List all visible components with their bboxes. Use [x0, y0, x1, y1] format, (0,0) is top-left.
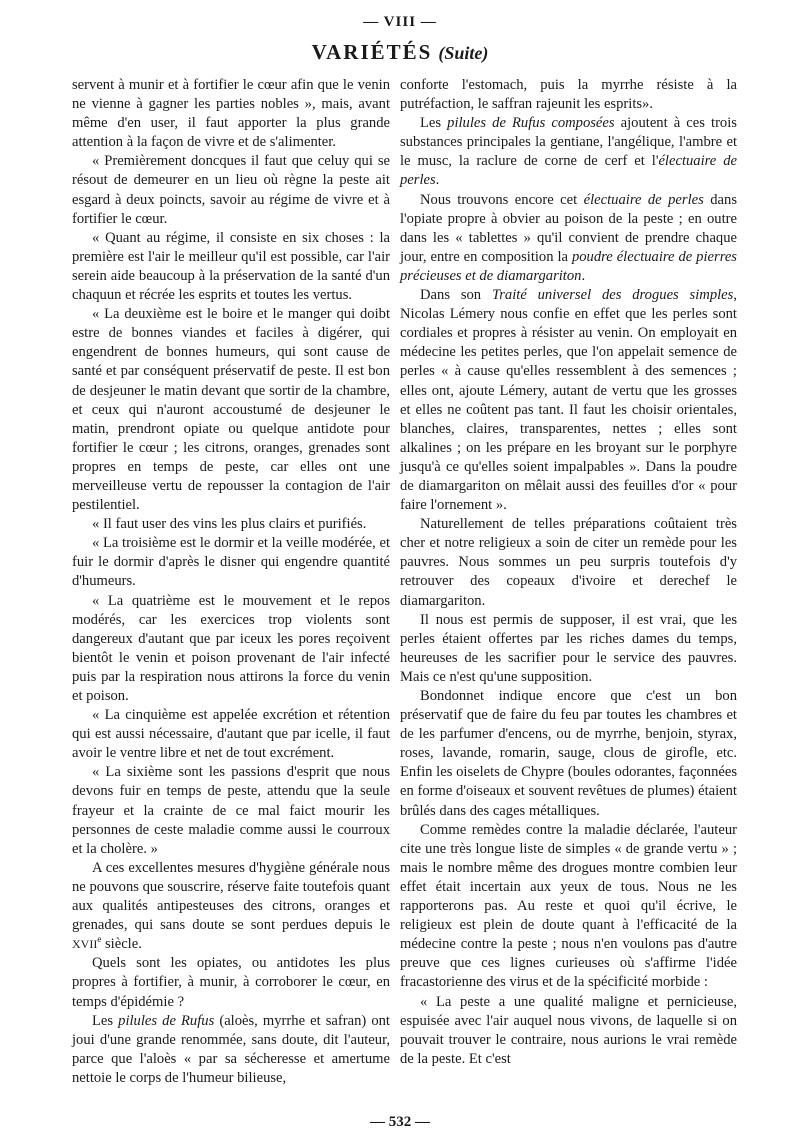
paragraph: Bondonnet indique encore que c'est un bon préservatif que de faire du feu par toutes les chambres et de les parfumer d'encens, ou de myrrhe, benjoin, styrax, roses, lavande, romarin, sauge, clous de girofle, etc. Enfin les oiselets de Chypre (boules odorantes, façonnées en forme d'oiseaux et souvent revêtues de plumes) étaient brûlés dans des cages métalliques.: [400, 688, 737, 819]
paragraph: « La deuxième est le boire et le manger qui doibt estre de bonnes viandes et faciles à digérer, qui engendrent de bonnes humeurs, qui sont cause de santé et par conséquent préservatif de peste. Il est bon de desjeuner le matin devant que sortir de la chambre, et ceux qui n'auront accoustumé de desjeuner le matin, prendront opiate ou quelque antidote pour fortifier le cœur ; les citrons, oranges, grenades sont propres en temps de peste, car elles ont une merveilleuse vertu de repousser la contagion de l'air pestilentiel.: [72, 306, 390, 514]
paragraph: « La troisième est le dormir et la veille modérée, et fuir le dormir d'après le disner qui engendre quantité d'humeurs.: [72, 535, 390, 590]
title-subtitle: (Suite): [438, 43, 489, 63]
paragraph: [400, 114, 737, 190]
paragraph: servent à munir et à fortifier le cœur afin que le venin ne vienne à gagner les parties nobles », mais, avant même d'en user, il faut apporter la plus grande attention à la façon de vivre et de s'alimenter.: [72, 77, 390, 151]
paragraph: [400, 286, 737, 515]
title-text: VARIÉTÉS: [311, 40, 433, 64]
paragraph: Quels sont les opiates, ou antidotes les plus propres à fortifier, à munir, à corroborer le cœur, en temps d'épidémie ?: [72, 955, 390, 1010]
century-numeral: XVII: [72, 937, 98, 952]
left-column: [72, 76, 390, 1088]
italic-term: Traité universel des drogues simples: [491, 287, 734, 304]
paragraph: « La sixième sont les passions d'esprit que nous devons fuir en temps de peste, attendu que la seule frayeur et la crainte de ce mal faict mourir les personnes de ceste maladie comme aussi le courroux et la cholère. »: [72, 764, 390, 857]
paragraph: « Premièrement doncques il faut que celuy qui se résout de demeurer en un lieu où règne la peste ait esgard à deux poincts, savoir au régime de vivre et à fortifier le cœur.: [72, 153, 390, 227]
page-roman-numeral: — VIII —: [363, 14, 437, 30]
paragraph: Il nous est permis de supposer, il est vrai, que les perles étaient offertes par les riches dames du temps, heureuses de les sacrifier pour le service des pauvres. Mais ce n'est qu'une supposition.: [400, 611, 737, 685]
text-run: , Nicolas Lémery nous confie en effet que les perles sont cordiales et propres à résister au venin. On employait en médecine les petites perles, que l'on appelait semence de perles « à cause qu'elles ressemblent à des semences ; elles ont, ajoute Lémery, autant de vertu que les grosses et elles ne coûtent pas tant. Il faut les choisir orientales, blanches, claires, transparentes, nettes ; elles sont alkalines ; on les prépare en les broyant sur le porphyre jusqu'à ce qu'elles soient impalpables ». Dans la poudre de diamargariton on mêlait aussi des feuilles d'or « pour faire l'ornement ».: [400, 287, 737, 514]
paragraph: [72, 1012, 390, 1088]
text-run: Dans son: [420, 287, 492, 304]
paragraph: « La peste a une qualité maligne et pernicieuse, espuisée avec l'air auquel nous vivons, de laquelle si on pouvait trouver le contraire, nous aurions le vrai remède de la peste. Et c'est: [400, 993, 737, 1067]
italic-term: pilules de Rufus composées: [447, 115, 615, 132]
right-column: [400, 76, 737, 1069]
text-run: .: [435, 172, 440, 189]
paragraph: « La cinquième est appelée excrétion et rétention qui est aussi nécessaire, d'autant que par icelle, il faut avoir le ventre libre et net de tout excrément.: [72, 707, 390, 762]
text-run: (aloès, myrrhe et safran) ont joui d'une grande renommée, sans doute, dit l'auteur, parce que l'aloès « par sa sécheresse et amertume nettoie le corps de l'humeur bilieuse,: [72, 1012, 390, 1086]
text-run: siècle.: [101, 936, 142, 953]
text-run: .: [581, 267, 586, 284]
italic-term: poudre électuaire de pierres précieuses et de diamargariton: [400, 248, 737, 284]
italic-term: électuaire de perles: [400, 153, 737, 189]
text-run: Les: [420, 115, 448, 132]
paragraph: Naturellement de telles préparations coûtaient très cher et notre religieux a soin de citer un remède pour les pauvres. Nous sommes un peu surpris toutefois d'y retrouver des copeaux d'ivoire et derechef le diamargariton.: [400, 516, 737, 609]
text-run: dans l'opiate propre à obvier au poison de la peste ; en outre dans les « tablettes » qu'il convient de prendre chaque jour, entre en composition la: [400, 191, 738, 265]
page-number: — 532 —: [370, 1114, 430, 1130]
paragraph: conforte l'estomach, puis la myrrhe résiste à la putréfaction, le saffran rajeunit les esprits».: [400, 77, 737, 113]
paragraph: Comme remèdes contre la maladie déclarée, l'auteur cite une très longue liste de simples « de grande vertu » ; mais le nombre même des drogues montre combien leur effet était incertain aux yeux de tous. Nous ne les rapporterons pas. Au reste et quoi qu'il écrive, le religieux est plein de doute quant à l'efficacité de la médecine contre la peste ; nous n'en voulons pas d'autre preuve que ces lignes curieuses où s'affirme l'idée fracastorienne des virus et de la spécificité morbide :: [400, 821, 737, 991]
section-title: [0, 40, 800, 65]
paragraph: [400, 191, 737, 286]
italic-term: pilules de Rufus: [118, 1012, 215, 1029]
paragraph: [72, 859, 390, 954]
paragraph: « Il faut user des vins les plus clairs et purifiés.: [92, 516, 367, 533]
text-run: Les: [92, 1012, 119, 1029]
text-run: ajoutent à ces trois substances principales la gentiane, l'angélique, l'ambre et le musc, la raclure de corne de cerf et l': [400, 115, 737, 170]
text-run: A ces excellentes mesures d'hygiène générale nous ne pouvons que souscrire, réserve faite toutefois quant aux qualités antipesteuses des citrons, oranges et grenades, qui sans doute se sont perdues depuis le: [72, 859, 390, 934]
paragraph: « La quatrième est le mouvement et le repos modérés, car les exercices trop violents sont dangereux d'autant que par iceux les pores reçoivent bientôt le venin et poison provenant de l'air infecté puis par la respiration nous attirons la force du venin et poison.: [72, 592, 390, 704]
text-run: Nous trouvons encore cet: [420, 191, 584, 208]
italic-term: électuaire de perles: [583, 191, 704, 208]
paragraph: « Quant au régime, il consiste en six choses : la première est l'air le meilleur qu'il est possible, car l'air serein aide beaucoup à la préservation de la santé d'un chaquun et récrée les esprits et toutes les vertus.: [72, 229, 390, 304]
superscript: e: [97, 934, 102, 945]
